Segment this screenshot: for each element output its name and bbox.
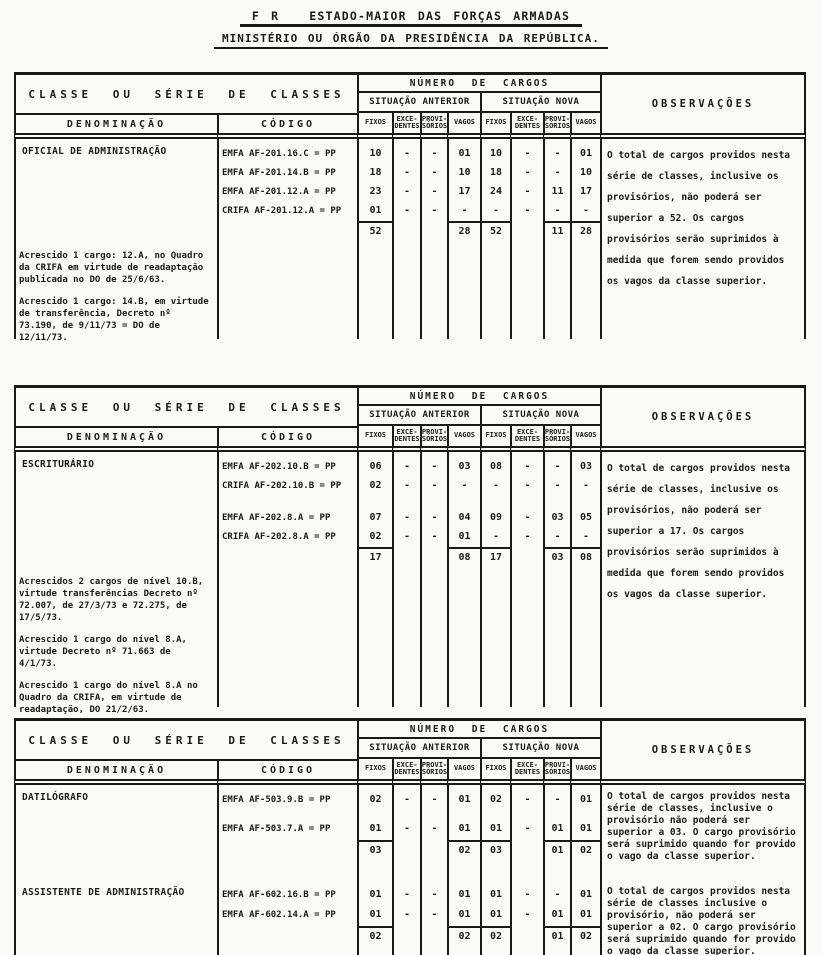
value-cell: - (554, 889, 561, 900)
numeric-col-header-line: FIXOS (364, 764, 387, 773)
value-cell: - (524, 512, 531, 523)
observation-text: O total de cargos providos nesta série de classes, inclusive os provisórios, não poderá ser superior a 17. Os cargos provisórios serão suprimidos à medida que forem sendo providos os vagos da classe superior. (607, 463, 791, 600)
value-cell: - (431, 512, 438, 523)
value-cell: - (524, 205, 531, 216)
document-title: ESTADO-MAIOR DAS FORÇAS ARMADAS (309, 9, 571, 23)
header-situacao-nova: SITUAÇÃO NOVA (480, 739, 600, 759)
numeric-col-header-line: PROVI- (544, 760, 570, 769)
value-cell: 02 (489, 794, 503, 805)
values-column (543, 785, 570, 955)
code-cell: EMFA AF-602.16.B = PP (222, 890, 336, 900)
header-classe-ou-serie: CLASSE OU SÉRIE DE CLASSES (14, 385, 357, 426)
numeric-col-header-line: VAGOS (453, 764, 476, 773)
numeric-col-header (420, 426, 447, 452)
numeric-col-header-line: EXCE- (396, 114, 418, 123)
code-cell: EMFA AF-602.14.A = PP (222, 910, 336, 920)
positions-table (14, 385, 808, 715)
value-cell: 01 (369, 823, 382, 834)
value-cell: - (492, 480, 500, 491)
header-situacao-anterior: SITUAÇÃO ANTERIOR (357, 93, 480, 113)
numeric-col-header-line: SÓRIOS (421, 435, 447, 443)
value-cell: 01 (551, 909, 564, 920)
values-column (420, 452, 447, 707)
value-cell: - (431, 823, 438, 834)
numeric-col-header-line: DENTES (394, 435, 420, 443)
numeric-col-header (392, 113, 420, 139)
value-cell: - (524, 889, 531, 900)
header-situacao-nova: SITUAÇÃO NOVA (480, 93, 600, 113)
value-cell: 03 (458, 461, 471, 472)
value-cell: 10 (369, 148, 382, 159)
value-cell: 18 (369, 167, 382, 178)
value-cell: 18 (489, 167, 503, 178)
value-cell: 01 (489, 909, 503, 920)
total-cell (422, 547, 447, 566)
numeric-col-header-line: FIXOS (485, 118, 507, 127)
value-cell: - (403, 186, 411, 197)
total-cell: 08 (572, 547, 600, 566)
values-column (510, 452, 543, 707)
total-cell (512, 221, 543, 240)
observation-text: O total de cargos providos nesta série de classes, inclusive o provisório não poderá ser superior a 03. O cargo provisório será suprimido quando for provido o vago da classe superior. (607, 791, 796, 862)
header-numero-de-cargos: NÚMERO DE CARGOS (357, 72, 600, 93)
total-cell: 02 (449, 926, 480, 945)
value-cell: 10 (579, 167, 593, 178)
value-cell: - (431, 480, 438, 491)
header-line-2 (0, 27, 822, 49)
numeric-col-header (510, 426, 543, 452)
value-cell: - (524, 823, 531, 834)
values-column (392, 452, 420, 707)
values-column (392, 785, 420, 955)
header-observacoes: OBSERVAÇÕES (600, 72, 806, 139)
total-cell (512, 926, 543, 945)
numeric-col-header-line: DENTES (514, 435, 541, 443)
value-cell: - (461, 205, 468, 216)
code-column (217, 452, 357, 707)
header-codigo: CÓDIGO (217, 426, 357, 452)
positions-table (14, 72, 808, 343)
numeric-col-header-line: VAGOS (575, 431, 597, 440)
value-cell: - (403, 531, 411, 542)
numeric-col-header (570, 426, 600, 452)
value-cell: - (554, 461, 561, 472)
numeric-col-header (543, 426, 570, 452)
numeric-col-header (392, 759, 420, 785)
code-cell: EMFA AF-202.8.A = PP (222, 513, 331, 523)
value-cell: 06 (369, 461, 382, 472)
numeric-col-header-line: SÓRIOS (421, 122, 447, 130)
numeric-col-header-line: EXCE- (396, 427, 418, 436)
denomination-column (14, 785, 217, 955)
values-column (570, 452, 600, 707)
value-cell: - (582, 205, 590, 216)
values-column (420, 785, 447, 955)
code-cell: CRIFA AF-202.8.A = PP (222, 532, 336, 542)
value-cell: - (403, 461, 411, 472)
numeric-col-header (392, 426, 420, 452)
numeric-col-header-line: FIXOS (364, 431, 387, 440)
numeric-col-header-line: PROVI- (544, 427, 570, 436)
numeric-col-header-line: DENTES (514, 768, 541, 776)
header-codigo: CÓDIGO (217, 113, 357, 139)
value-cell: - (431, 909, 438, 920)
total-cell (422, 926, 447, 945)
code-column (217, 139, 357, 339)
numeric-col-header-line: PROVI- (421, 760, 447, 769)
total-cell: 03 (359, 840, 392, 859)
values-column (480, 139, 510, 339)
total-cell (394, 926, 420, 945)
total-cell: 02 (572, 926, 600, 945)
value-cell: - (554, 794, 561, 805)
total-cell: 03 (545, 547, 570, 566)
numeric-col-header-line: VAGOS (575, 764, 597, 773)
numeric-col-header-line: EXCE- (516, 427, 539, 436)
value-cell: - (403, 148, 411, 159)
value-cell: - (524, 794, 531, 805)
values-column (570, 139, 600, 339)
value-cell: 02 (369, 480, 382, 491)
value-cell: 01 (369, 909, 382, 920)
value-cell: - (554, 167, 561, 178)
value-cell: 02 (369, 531, 382, 542)
value-cell: - (524, 461, 531, 472)
value-cell: 01 (579, 148, 593, 159)
value-cell: - (403, 205, 411, 216)
value-cell: 24 (489, 186, 503, 197)
values-column (357, 139, 392, 339)
numeric-col-header (480, 113, 510, 139)
total-cell: 01 (545, 840, 570, 859)
value-cell: - (524, 480, 531, 491)
total-cell: 01 (545, 926, 570, 945)
numeric-col-header-line: VAGOS (575, 118, 597, 127)
numeric-col-header (570, 113, 600, 139)
header-denominacao: DENOMINAÇÃO (14, 426, 217, 452)
value-cell: - (431, 205, 438, 216)
value-cell: - (403, 794, 411, 805)
numeric-col-header-line: DENTES (394, 122, 420, 130)
header-situacao-nova: SITUAÇÃO NOVA (480, 406, 600, 426)
header-classe-ou-serie: CLASSE OU SÉRIE DE CLASSES (14, 72, 357, 113)
value-cell: - (403, 823, 411, 834)
table-body (14, 452, 808, 715)
numeric-col-header (420, 113, 447, 139)
total-cell: 17 (482, 547, 510, 566)
code-cell: CRIFA AF-202.10.B = PP (222, 481, 342, 491)
value-cell: 01 (458, 794, 471, 805)
total-cell: 28 (572, 221, 600, 240)
numeric-col-header-line: DENTES (514, 122, 541, 130)
value-cell: 17 (579, 186, 593, 197)
note-paragraph: Acrescido 1 cargo: 14.B, em virtude de transferência, Decreto nº 73.190, de 9/11/73 = DO de 12/11/73. (19, 297, 209, 343)
header-codigo: CÓDIGO (217, 759, 357, 785)
total-cell: 17 (359, 547, 392, 566)
header-classe-ou-serie: CLASSE OU SÉRIE DE CLASSES (14, 718, 357, 759)
values-column (510, 139, 543, 339)
value-cell: - (524, 909, 531, 920)
code-cell: EMFA AF-503.9.B = PP (222, 795, 331, 805)
total-cell: 02 (482, 926, 510, 945)
value-cell: 01 (551, 823, 564, 834)
value-cell: 01 (579, 909, 593, 920)
numeric-col-header (480, 759, 510, 785)
numeric-col-header-line: DENTES (394, 768, 420, 776)
note-paragraph: Acrescidos 2 cargos de nível 10.B, virtude transferências Decreto nº 72.007, de 27/3/73 e 72.275, de 17/5/73. (19, 577, 204, 623)
numeric-col-header (570, 759, 600, 785)
value-cell: - (554, 480, 561, 491)
observations-column (600, 139, 806, 339)
total-cell: 02 (359, 926, 392, 945)
value-cell: 08 (489, 461, 503, 472)
value-cell: - (524, 167, 531, 178)
title-underline-1 (240, 9, 582, 27)
numeric-col-header (543, 759, 570, 785)
observations-column (600, 452, 806, 707)
denomination-column (14, 452, 217, 715)
values-column (543, 139, 570, 339)
observation-text: O total de cargos providos nesta série de classes inclusive o provisório, não poderá ser superior a 02. O cargo provisório será suprimido quando for provido o vago da classe superior. (607, 886, 796, 955)
numeric-col-header (357, 113, 392, 139)
value-cell: - (403, 889, 411, 900)
numeric-col-header-line: EXCE- (516, 760, 539, 769)
value-cell: 04 (458, 512, 471, 523)
code-cell: EMFA AF-201.16.C = PP (222, 149, 336, 159)
numeric-col-header-line: SÓRIOS (544, 435, 570, 443)
numeric-col-header-line: SÓRIOS (544, 122, 570, 130)
value-cell: 01 (458, 823, 471, 834)
total-cell: 08 (449, 547, 480, 566)
value-cell: - (524, 186, 531, 197)
value-cell: - (524, 148, 531, 159)
code-cell: EMFA AF-202.10.B = PP (222, 462, 336, 472)
value-cell: - (554, 148, 561, 159)
value-cell: 02 (369, 794, 382, 805)
value-cell: - (461, 480, 468, 491)
header-line-1 (0, 5, 822, 27)
total-cell: 02 (572, 840, 600, 859)
numeric-col-header-line: FIXOS (485, 431, 507, 440)
note-paragraph: Acrescido 1 cargo: 12.A, no Quadro da CRIFA em virtude de readaptação publicada no DO de 25/6/63. (19, 251, 204, 285)
header-situacao-anterior: SITUAÇÃO ANTERIOR (357, 406, 480, 426)
header-observacoes: OBSERVAÇÕES (600, 718, 806, 785)
header-numero-de-cargos: NÚMERO DE CARGOS (357, 718, 600, 739)
denomination-column (14, 139, 217, 343)
note-paragraph: Acrescido 1 cargo do nível 8.A no Quadro da CRIFA, em virtude de readaptação, DO 21/2/63. (19, 681, 198, 715)
total-cell: 03 (482, 840, 510, 859)
value-cell: 03 (551, 512, 564, 523)
numeric-col-header (447, 113, 480, 139)
value-cell: 07 (369, 512, 382, 523)
numeric-col-header-line: SÓRIOS (421, 768, 447, 776)
values-column (357, 785, 392, 955)
total-cell (512, 547, 543, 566)
value-cell: - (524, 531, 531, 542)
denomination-label: ESCRITURÁRIO (22, 459, 95, 470)
value-cell: 03 (579, 461, 593, 472)
value-cell: - (431, 167, 438, 178)
header-numero-de-cargos: NÚMERO DE CARGOS (357, 385, 600, 406)
header-stamp-prefix: F R (251, 9, 280, 23)
total-cell (422, 221, 447, 240)
total-cell: 02 (449, 840, 480, 859)
numeric-col-header-line: VAGOS (453, 118, 476, 127)
table-body (14, 785, 808, 955)
numeric-col-header-line: EXCE- (516, 114, 539, 123)
value-cell: - (431, 794, 438, 805)
code-cell: EMFA AF-201.14.B = PP (222, 168, 336, 178)
value-cell: - (431, 889, 438, 900)
value-cell: 01 (579, 889, 593, 900)
total-cell: 52 (359, 221, 392, 240)
header-situacao-anterior: SITUAÇÃO ANTERIOR (357, 739, 480, 759)
header-denominacao: DENOMINAÇÃO (14, 759, 217, 785)
values-column (447, 785, 480, 955)
numeric-col-header-line: PROVI- (544, 114, 570, 123)
numeric-col-header-line: PROVI- (421, 427, 447, 436)
value-cell: 23 (369, 186, 382, 197)
total-cell (394, 221, 420, 240)
value-cell: - (492, 531, 500, 542)
numeric-col-header (480, 426, 510, 452)
numeric-col-header (420, 759, 447, 785)
total-cell: 11 (545, 221, 570, 240)
numeric-col-header-line: VAGOS (453, 431, 476, 440)
values-column (570, 785, 600, 955)
numeric-col-header (543, 113, 570, 139)
value-cell: - (431, 148, 438, 159)
numeric-col-header (510, 759, 543, 785)
numeric-col-header-line: FIXOS (485, 764, 507, 773)
value-cell: 10 (489, 148, 503, 159)
document-header (0, 5, 822, 49)
value-cell: 01 (579, 794, 593, 805)
numeric-col-header (510, 113, 543, 139)
value-cell: - (554, 531, 561, 542)
value-cell: 10 (458, 167, 471, 178)
value-cell: 01 (489, 889, 503, 900)
numeric-col-header (447, 759, 480, 785)
value-cell: - (431, 461, 438, 472)
value-cell: 01 (458, 531, 471, 542)
values-column (480, 452, 510, 707)
numeric-col-header (447, 426, 480, 452)
notes-block (19, 576, 212, 726)
value-cell: 17 (458, 186, 471, 197)
total-cell (512, 840, 543, 859)
notes-block (19, 250, 212, 354)
values-column (447, 452, 480, 707)
value-cell: - (431, 186, 438, 197)
value-cell: 11 (551, 186, 564, 197)
denomination-label: OFICIAL DE ADMINISTRAÇÃO (22, 146, 167, 157)
values-column (357, 452, 392, 707)
code-cell: EMFA AF-503.7.A = PP (222, 824, 331, 834)
numeric-col-header-line: SÓRIOS (544, 768, 570, 776)
value-cell: 05 (579, 512, 593, 523)
values-column (392, 139, 420, 339)
value-cell: - (403, 512, 411, 523)
numeric-col-header-line: PROVI- (421, 114, 447, 123)
numeric-col-header (357, 426, 392, 452)
numeric-col-header-line: EXCE- (396, 760, 418, 769)
value-cell: 01 (369, 205, 382, 216)
total-cell: 28 (449, 221, 480, 240)
denomination-label: DATILÓGRAFO (22, 792, 89, 803)
positions-table (14, 718, 808, 955)
value-cell: - (431, 531, 438, 542)
observations-column (600, 785, 806, 955)
values-column (420, 139, 447, 339)
numeric-col-header (357, 759, 392, 785)
denomination-label: ASSISTENTE DE ADMINISTRAÇÃO (22, 887, 185, 898)
code-cell: EMFA AF-201.12.A = PP (222, 187, 336, 197)
numeric-col-header-line: FIXOS (364, 118, 387, 127)
document-subtitle: MINISTÉRIO OU ÓRGÃO DA PRESIDÊNCIA DA REPÚBLICA. (214, 32, 608, 49)
note-paragraph: Acrescido 1 cargo do nível 8.A, virtude Decreto nº 71.663 de 4/1/73. (19, 635, 187, 669)
value-cell: - (403, 167, 411, 178)
code-cell: CRIFA AF-201.12.A = PP (222, 206, 342, 216)
value-cell: - (403, 909, 411, 920)
value-cell: 01 (458, 889, 471, 900)
total-cell: 52 (482, 221, 510, 240)
table-header (14, 718, 808, 785)
values-column (543, 452, 570, 707)
table-header (14, 72, 808, 139)
value-cell: - (403, 480, 411, 491)
value-cell: 01 (458, 148, 471, 159)
value-cell: - (554, 205, 561, 216)
value-cell: - (582, 531, 590, 542)
total-cell (394, 547, 420, 566)
total-cell (422, 840, 447, 859)
value-cell: 01 (489, 823, 503, 834)
table-header (14, 385, 808, 452)
header-observacoes: OBSERVAÇÕES (600, 385, 806, 452)
value-cell: 01 (579, 823, 593, 834)
observation-text: O total de cargos providos nesta série de classes, inclusive os provisórios, não poderá ser superior a 52. Os cargos provisórios serão suprimidos à medida que forem sendo providos os vagos da classe superior. (607, 150, 791, 287)
value-cell: 01 (458, 909, 471, 920)
value-cell: 09 (489, 512, 503, 523)
total-cell (394, 840, 420, 859)
value-cell: - (582, 480, 590, 491)
values-column (480, 785, 510, 955)
code-column (217, 785, 357, 955)
values-column (447, 139, 480, 339)
header-denominacao: DENOMINAÇÃO (14, 113, 217, 139)
table-body (14, 139, 808, 343)
values-column (510, 785, 543, 955)
value-cell: - (492, 205, 500, 216)
value-cell: 01 (369, 889, 382, 900)
